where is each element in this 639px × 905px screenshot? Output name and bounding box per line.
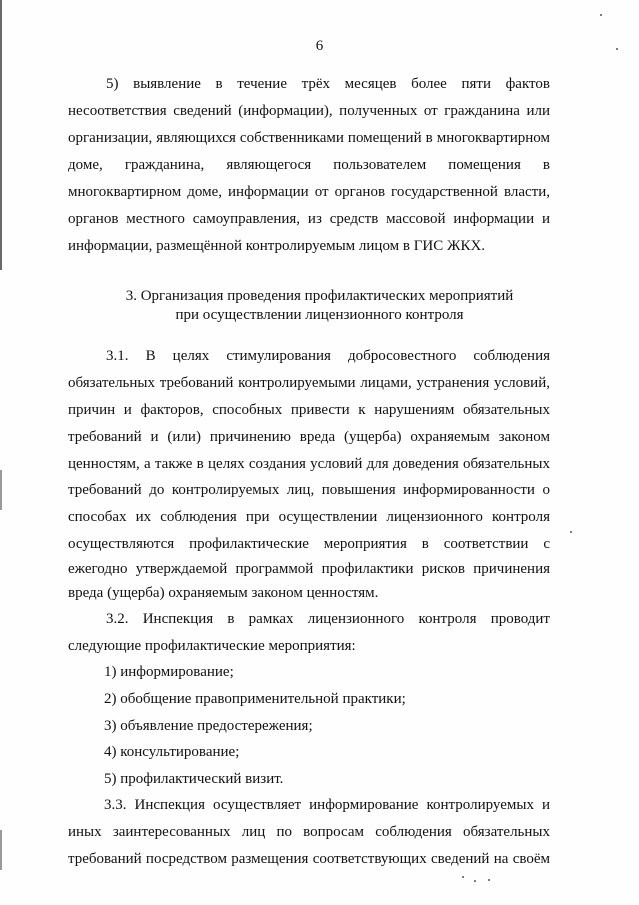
paragraph-line: ежегодно утверждаемой программой профилактики рисков причинения [68,561,550,577]
scan-speck [488,879,490,881]
list-item: 5) профилактический визит. [104,771,284,787]
paragraph-line: вреда (ущерба) охраняемым законом ценностям. [68,585,379,601]
paragraph-line: ценностям, а также в целях создания условий для доведения обязательных [68,456,550,472]
list-item: 3) объявление предостережения; [104,718,313,734]
paragraph-line: обязательных требований контролируемыми лицами, устранения условий, [68,375,550,391]
scan-speck [462,876,464,878]
paragraph-line: способах их соблюдения при осуществлении лицензионного контроля [68,509,550,525]
scan-speck [474,880,476,882]
paragraph-line: 5) выявление в течение трёх месяцев более пяти фактов [106,76,550,92]
list-item: 4) консультирование; [104,744,240,760]
paragraph-line: 3.3. Инспекция осуществляет информирование контролируемых и [104,797,550,813]
paragraph-line: 3.2. Инспекция в рамках лицензионного контроля проводит [106,611,550,627]
paragraph-line: несоответствия сведений (информации), полученных от гражданина или [68,103,550,119]
paragraph-line: требований и (или) причинению вреда (ущерба) охраняемым законом [68,429,550,445]
paragraph-line: требований посредством размещения соответствующих сведений на своём [68,851,550,867]
heading-line: при осуществлении лицензионного контроля [175,307,464,323]
paragraph-line: органов местного самоуправления, из средств массовой информации и [68,211,550,227]
paragraph-line: организации, являющихся собственниками помещений в многоквартирном [68,130,550,146]
paragraph-line: иных заинтересованных лиц по вопросам соблюдения обязательных [68,824,550,840]
scan-edge-mark [0,470,2,510]
scan-speck [600,14,602,16]
scan-speck [570,531,572,533]
paragraph-line: многоквартирном доме, информации от органов государственной власти, [68,184,550,200]
paragraph-line: требований до контролируемых лиц, повышения информированности о [68,482,550,498]
list-item: 1) информирование; [104,664,234,680]
scan-edge-mark [0,0,2,270]
scan-edge-mark [0,830,2,870]
list-item: 2) обобщение правоприменительной практики; [104,691,406,707]
paragraph-line: доме, гражданина, являющегося пользователем помещения в [68,157,550,173]
paragraph-line: причин и факторов, способных привести к нарушениям обязательных [68,402,550,418]
heading-line: 3. Организация проведения профилактических мероприятий [125,288,514,304]
scan-speck [616,48,618,50]
paragraph-line: следующие профилактические мероприятия: [68,638,356,654]
paragraph-line: информации, размещённой контролируемым лицом в ГИС ЖКХ. [68,238,486,254]
paragraph-line: осуществляются профилактические мероприятия в соответствии с [68,536,550,552]
page-number: 6 [315,38,324,54]
paragraph-line: 3.1. В целях стимулирования добросовестного соблюдения [106,348,550,364]
